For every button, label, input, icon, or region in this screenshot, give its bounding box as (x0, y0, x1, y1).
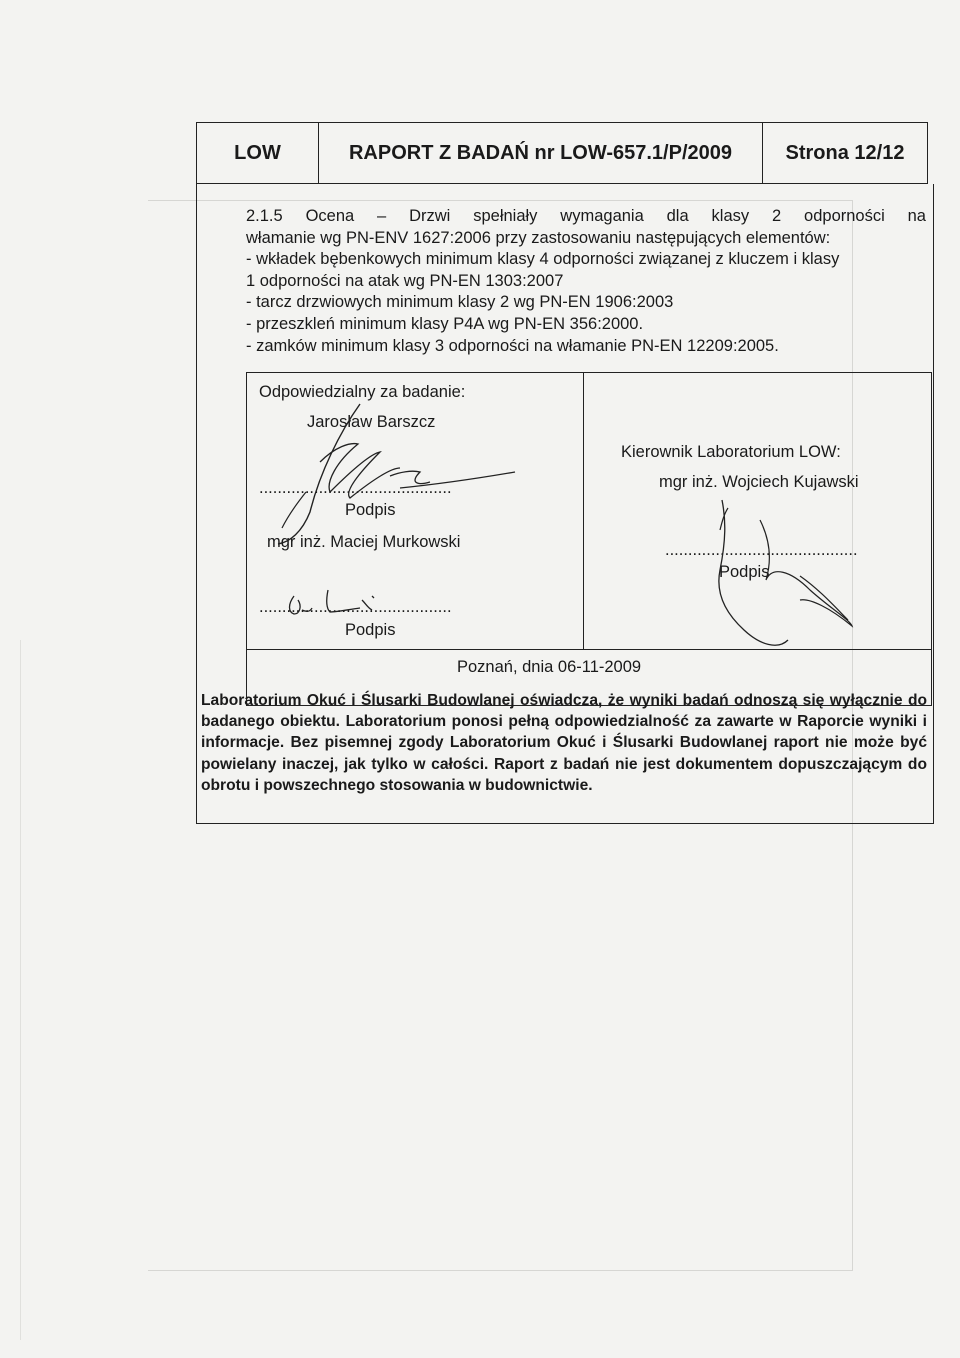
assessment-line: - przeszkleń minimum klasy P4A wg PN-EN 356:2000. (246, 314, 644, 333)
assessment-line: 2.1.5 Ocena – Drzwi spełniały wymagania dla klasy 2 odporności na (246, 207, 926, 225)
disclaimer-text: Laboratorium Okuć i Ślusarki Budowlanej oświadcza, że wyniki badań odnoszą się wyłącznie do badanego obiektu. Laboratorium ponosi pełną odpowiedzialność za zawarte w Raporcie wyniki i informacje. Bez pisemnej zgody Laboratorium Okuć i Ślusarki Budowlanej raport nie może być powielany inaczej, jak tylko w całości. Raport z badań nie jest dokumentem dopuszczającym do obrotu i powszechnego stosowania w budownictwie. (201, 692, 927, 794)
signature-line-1: .......................................... (259, 479, 452, 497)
report-header (196, 122, 928, 184)
person2-name: mgr inż. Maciej Murkowski (267, 533, 461, 551)
head-label: Kierownik Laboratorium LOW: (621, 443, 841, 461)
signature-line-2: .......................................... (259, 598, 452, 616)
assessment-line: - zamków minimum klasy 3 odporności na włamanie PN-EN 12209:2005. (246, 336, 779, 355)
responsible-cell (247, 373, 584, 649)
responsible-label: Odpowiedzialny za badanie: (259, 383, 466, 401)
person1-name: Jarosław Barszcz (307, 413, 436, 431)
signature-label-3: Podpis (719, 563, 770, 581)
assessment-line: - tarcz drzwiowych minimum klasy 2 wg PN-EN 1906:2003 (246, 293, 674, 312)
signature-table (246, 372, 932, 706)
assessment-line: - wkładek bębenkowych minimum klasy 4 odporności związanej z kluczem i klasy (246, 250, 840, 269)
assessment-section (246, 206, 926, 357)
page-number: Strona 12/12 (785, 141, 905, 164)
head-person-name: mgr inż. Wojciech Kujawski (659, 473, 859, 491)
signature-label-2: Podpis (345, 621, 396, 639)
org-code: LOW (197, 123, 319, 183)
signature-line-3: .......................................... (665, 541, 858, 559)
report-title: RAPORT Z BADAŃ nr LOW-657.1/P/2009 (319, 123, 763, 183)
assessment-line: włamanie wg PN-ENV 1627:2006 przy zastosowaniu następujących elementów: (246, 228, 831, 247)
disclaimer-paragraph (201, 690, 927, 796)
signature-label-1: Podpis (345, 501, 396, 519)
show-through-line (20, 640, 21, 1340)
assessment-line: 1 odporności na atak wg PN-EN 1303:2007 (246, 271, 564, 290)
place-date: Poznań, dnia 06-11-2009 (457, 658, 642, 676)
show-through-line (148, 1270, 853, 1271)
